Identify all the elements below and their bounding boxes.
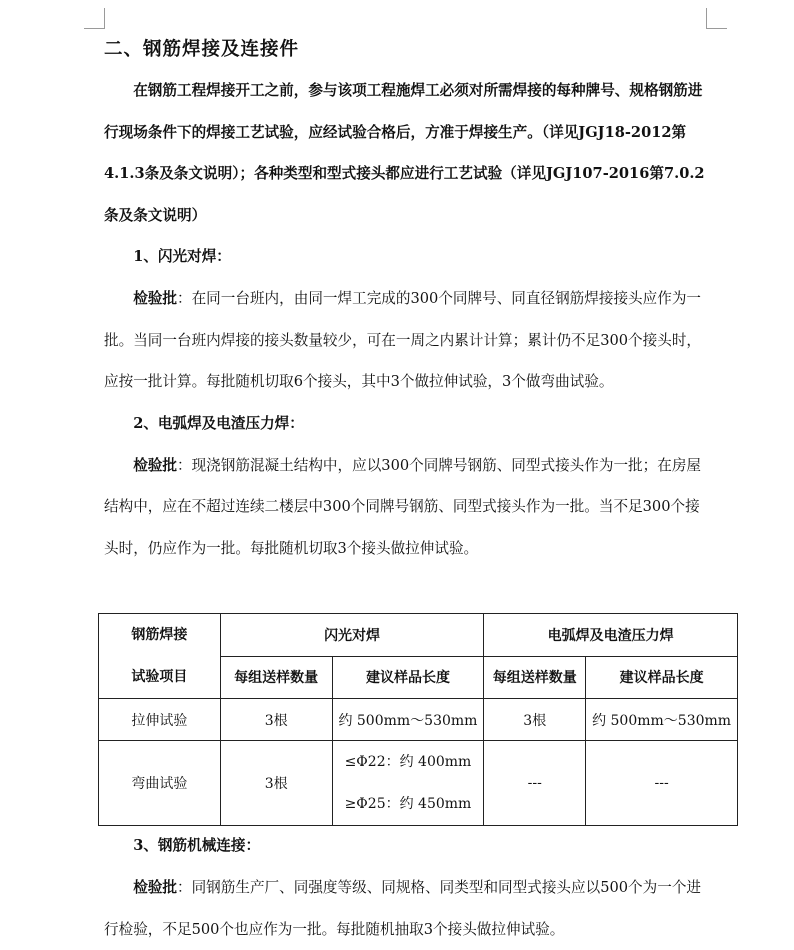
section1-paragraph [104, 278, 710, 403]
corner-line2: 试验项目 [131, 669, 188, 685]
row-qty-1: 3根 [220, 699, 332, 741]
section3-paragraph [104, 867, 710, 950]
col-header-len-1: 建议样品长度 [332, 656, 484, 699]
table-corner-header [99, 614, 221, 699]
section3-title: 3、钢筋机械连接： [133, 837, 261, 854]
section2-title: 2、电弧焊及电渣压力焊： [133, 414, 304, 432]
page-corner-mark-top-right [706, 8, 727, 29]
test-spec-table [98, 613, 738, 826]
document-body [104, 30, 710, 569]
group-header-flash-butt: 闪光对焊 [220, 614, 484, 657]
col-header-qty-1: 每组送样数量 [220, 656, 332, 699]
section3-text: ：同钢筋生产厂、同强度等级、同规格、同类型和同型式接头应以500个为一个进行检验，不足500个也应作为一批。每批随机抽取3个接头做拉伸试验。 [104, 879, 702, 938]
row-qty-1: 3根 [220, 741, 332, 826]
row-name: 弯曲试验 [99, 741, 221, 826]
col-header-qty-2: 每组送样数量 [484, 656, 586, 699]
section2-label: 检验批 [133, 456, 177, 474]
row-len-2: --- [586, 741, 738, 826]
col-header-len-2: 建议样品长度 [586, 656, 738, 699]
row-name: 拉伸试验 [99, 699, 221, 741]
document-body-continued [104, 825, 710, 950]
intro-paragraph: 在钢筋工程焊接开工之前，参与该项工程施焊工必须对所需焊接的每种牌号、规格钢筋进行现场条件下的焊接工艺试验，应经试验合格后，方准于焊接生产。（详见JGJ18-2012第4.1.3条及条文说明）；各种类型和型式接头都应进行工艺试验（详见JGJ107-2016第7.0.2条及条文说明） [104, 82, 705, 224]
page-corner-mark-top-left [84, 8, 105, 29]
table-row [99, 741, 738, 826]
row-qty-2: --- [484, 741, 586, 826]
row-len-2: 约 500mm～530mm [586, 699, 738, 741]
table-row [99, 699, 738, 741]
section1-text: ：在同一台班内，由同一焊工完成的300个同牌号、同直径钢筋焊接接头应作为一批。当同一台班内焊接的接头数量较少，可在一周之内累计计算；累计仍不足300个接头时，应按一批计算。每批随机切取6个接头，其中3个做拉伸试验，3个做弯曲试验。 [104, 290, 702, 390]
section1-title: 1、闪光对焊： [133, 248, 231, 265]
group-header-arc-electroslag: 电弧焊及电渣压力焊 [484, 614, 738, 657]
corner-line1: 钢筋焊接 [131, 627, 188, 643]
section3-label: 检验批 [133, 879, 177, 896]
row-len-1-line1: ≤Φ22：约 400mm [344, 754, 472, 770]
section1-label: 检验批 [133, 290, 177, 307]
row-len-1 [332, 741, 484, 826]
section-heading: 二、钢筋焊接及连接件 [104, 39, 300, 60]
row-len-1: 约 500mm～530mm [332, 699, 484, 741]
row-len-1-line2: ≥Φ25：约 450mm [344, 796, 472, 812]
row-qty-2: 3根 [484, 699, 586, 741]
section2-text: ：现浇钢筋混凝土结构中，应以300个同牌号钢筋、同型式接头作为一批；在房屋结构中，应在不超过连续二楼层中300个同牌号钢筋、同型式接头作为一批。当不足300个接头时，仍应作为一批。每批随机切取3个接头做拉伸试验。 [104, 456, 702, 557]
section2-paragraph [104, 445, 710, 570]
